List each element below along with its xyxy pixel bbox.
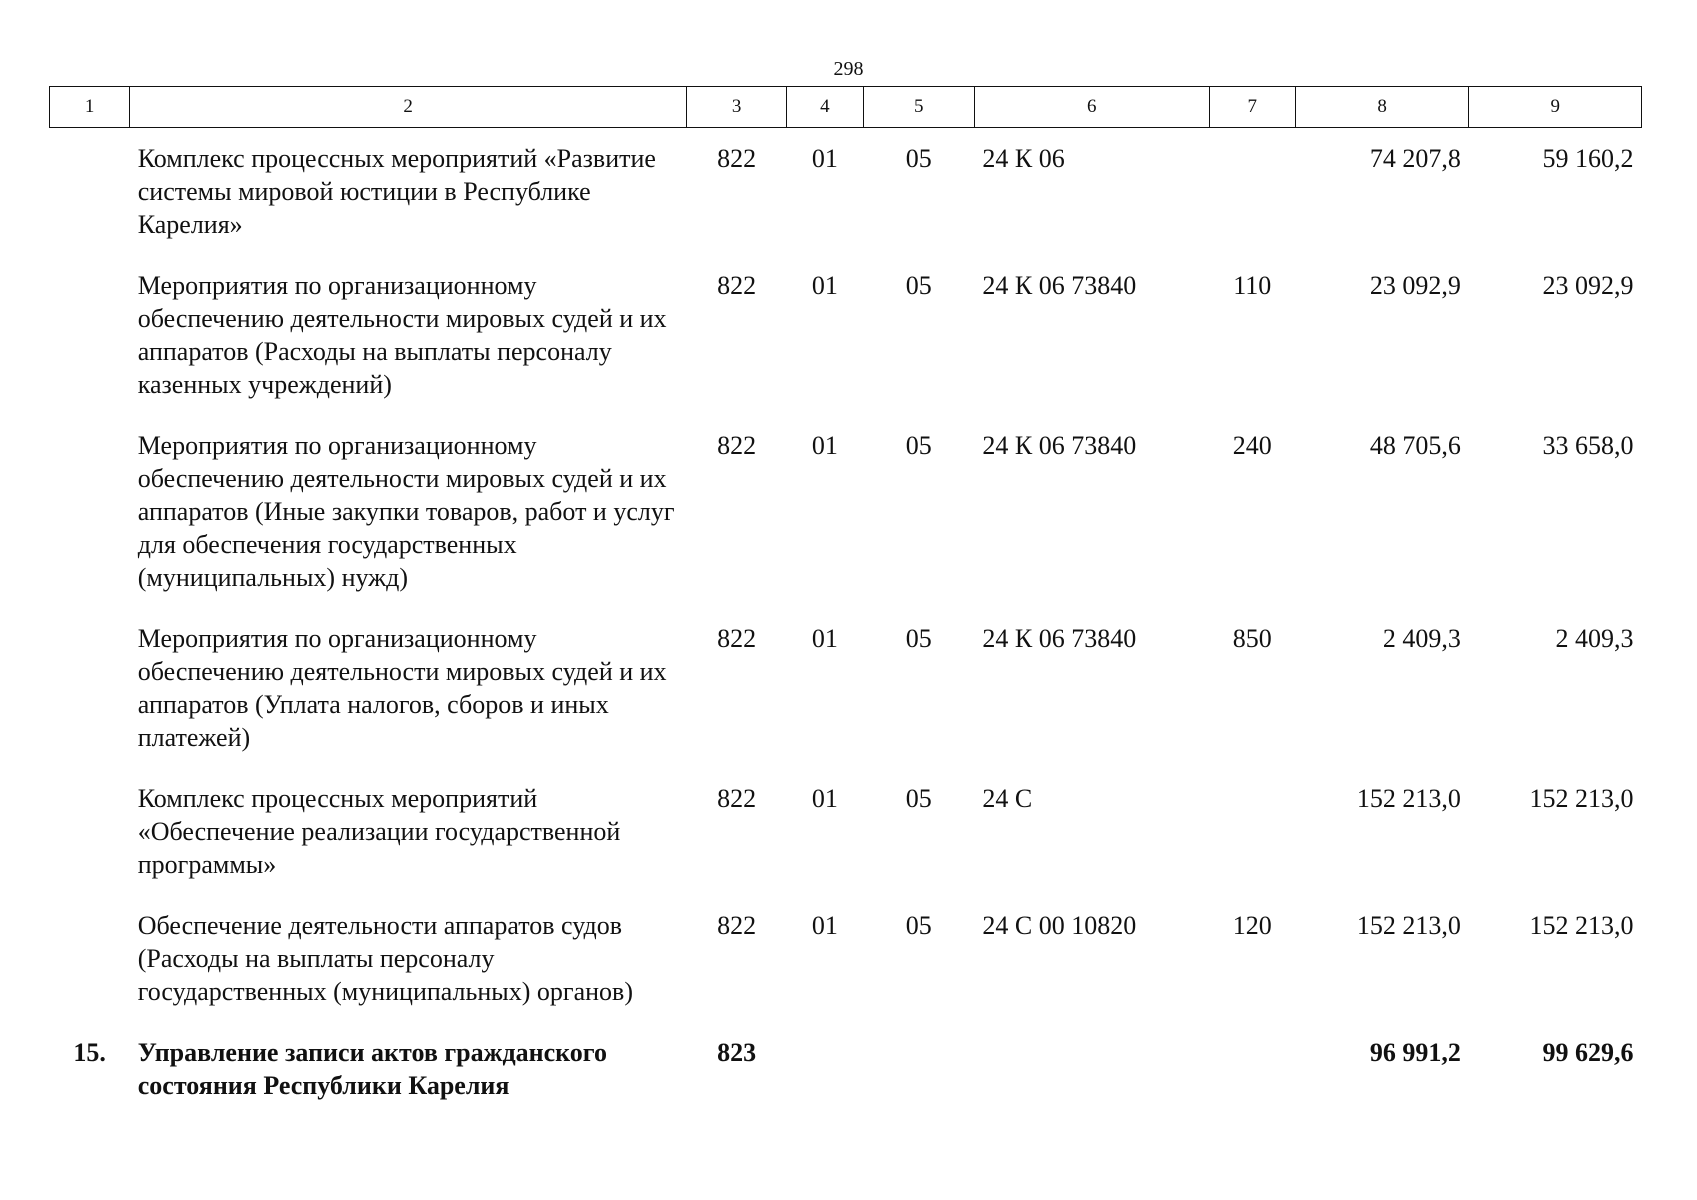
cell-col7: [1209, 128, 1295, 256]
row-name: Комплекс процессных мероприятий «Развитие системы мировой юстиции в Республике Карелия»: [137, 144, 656, 239]
cell-col5: 05: [905, 431, 932, 460]
table-row: [50, 768, 1642, 895]
cell-col4: 01: [811, 784, 838, 813]
cell-col5: 05: [905, 784, 932, 813]
column-header: 6: [974, 87, 1209, 128]
cell-col6: 24 К 06 73840: [982, 271, 1137, 300]
row-number: [50, 608, 130, 768]
cell-col4: 01: [811, 144, 838, 173]
cell-col5: [863, 1022, 974, 1116]
cell-col4: 01: [811, 624, 838, 653]
table-row: [50, 128, 1642, 256]
row-number: [50, 895, 130, 1022]
row-name: Комплекс процессных мероприятий «Обеспечение реализации государственной программы»: [137, 784, 621, 879]
table-row: [50, 895, 1642, 1022]
cell-col7: 110: [1233, 271, 1272, 300]
column-header: 1: [50, 87, 130, 128]
table-row: [50, 608, 1642, 768]
cell-col6: 24 С: [982, 784, 1033, 813]
column-header: 5: [863, 87, 974, 128]
cell-col7: 850: [1232, 624, 1272, 653]
cell-col8: 23 092,9: [1369, 271, 1461, 300]
row-name: Обеспечение деятельности аппаратов судов (Расходы на выплаты персоналу государственных (муниципальных) органов): [137, 911, 633, 1006]
cell-col8: 74 207,8: [1369, 144, 1461, 173]
row-name: Управление записи актов гражданского состояния Республики Карелия: [137, 1038, 607, 1100]
cell-col9: 2 409,3: [1555, 624, 1634, 653]
cell-col8: 2 409,3: [1382, 624, 1461, 653]
column-header: 7: [1209, 87, 1295, 128]
page-number: 298: [833, 58, 864, 80]
cell-col9: 23 092,9: [1542, 271, 1634, 300]
table-header-row: [50, 87, 1642, 128]
cell-col4: [787, 1022, 863, 1116]
cell-col5: 05: [905, 271, 932, 300]
budget-table: [49, 86, 1642, 1116]
cell-col6: 24 К 06 73840: [982, 624, 1137, 653]
cell-col9: 99 629,6: [1542, 1038, 1634, 1067]
row-number: [50, 415, 130, 608]
cell-col9: 152 213,0: [1529, 911, 1634, 940]
cell-col8: 96 991,2: [1369, 1038, 1461, 1067]
table-row: [50, 255, 1642, 415]
column-header: 4: [787, 87, 863, 128]
column-header: 9: [1469, 87, 1642, 128]
column-header: 3: [686, 87, 786, 128]
cell-col3: 822: [717, 911, 757, 940]
cell-col4: 01: [811, 911, 838, 940]
cell-col6: 24 К 06: [982, 144, 1065, 173]
cell-col9: 33 658,0: [1542, 431, 1634, 460]
row-name: Мероприятия по организационному обеспечению деятельности мировых судей и их аппаратов (Уплата налогов, сборов и иных платежей): [137, 624, 667, 752]
cell-col6: 24 К 06 73840: [982, 431, 1137, 460]
cell-col5: 05: [905, 144, 932, 173]
cell-col8: 48 705,6: [1369, 431, 1461, 460]
cell-col6: 24 С 00 10820: [982, 911, 1137, 940]
cell-col8: 152 213,0: [1356, 784, 1461, 813]
cell-col7: [1209, 768, 1295, 895]
cell-col9: 59 160,2: [1542, 144, 1634, 173]
column-header: 8: [1295, 87, 1469, 128]
cell-col3: 822: [717, 624, 757, 653]
cell-col3: 822: [717, 431, 757, 460]
cell-col9: 152 213,0: [1529, 784, 1634, 813]
cell-col3: 822: [717, 144, 757, 173]
cell-col7: [1209, 1022, 1295, 1116]
cell-col3: 822: [717, 784, 757, 813]
cell-col8: 152 213,0: [1356, 911, 1461, 940]
row-name: Мероприятия по организационному обеспечению деятельности мировых судей и их аппаратов (Иные закупки товаров, работ и услуг для обеспечения государственных (муниципальных) нужд): [137, 431, 675, 592]
table-row-section-total: [50, 1022, 1642, 1116]
row-number: [50, 255, 130, 415]
row-number: [50, 768, 130, 895]
cell-col3: 822: [717, 271, 757, 300]
cell-col5: 05: [905, 911, 932, 940]
cell-col4: 01: [811, 431, 838, 460]
cell-col7: 120: [1232, 911, 1272, 940]
cell-col3: 823: [717, 1038, 757, 1067]
row-name: Мероприятия по организационному обеспечению деятельности мировых судей и их аппаратов (Расходы на выплаты персоналу казенных учреждений): [137, 271, 667, 399]
cell-col5: 05: [905, 624, 932, 653]
table-row: [50, 415, 1642, 608]
cell-col4: 01: [811, 271, 838, 300]
cell-col6: [974, 1022, 1209, 1116]
cell-col7: 240: [1232, 431, 1272, 460]
column-header: 2: [130, 87, 687, 128]
row-number: [50, 128, 130, 256]
row-number: 15.: [73, 1038, 106, 1067]
